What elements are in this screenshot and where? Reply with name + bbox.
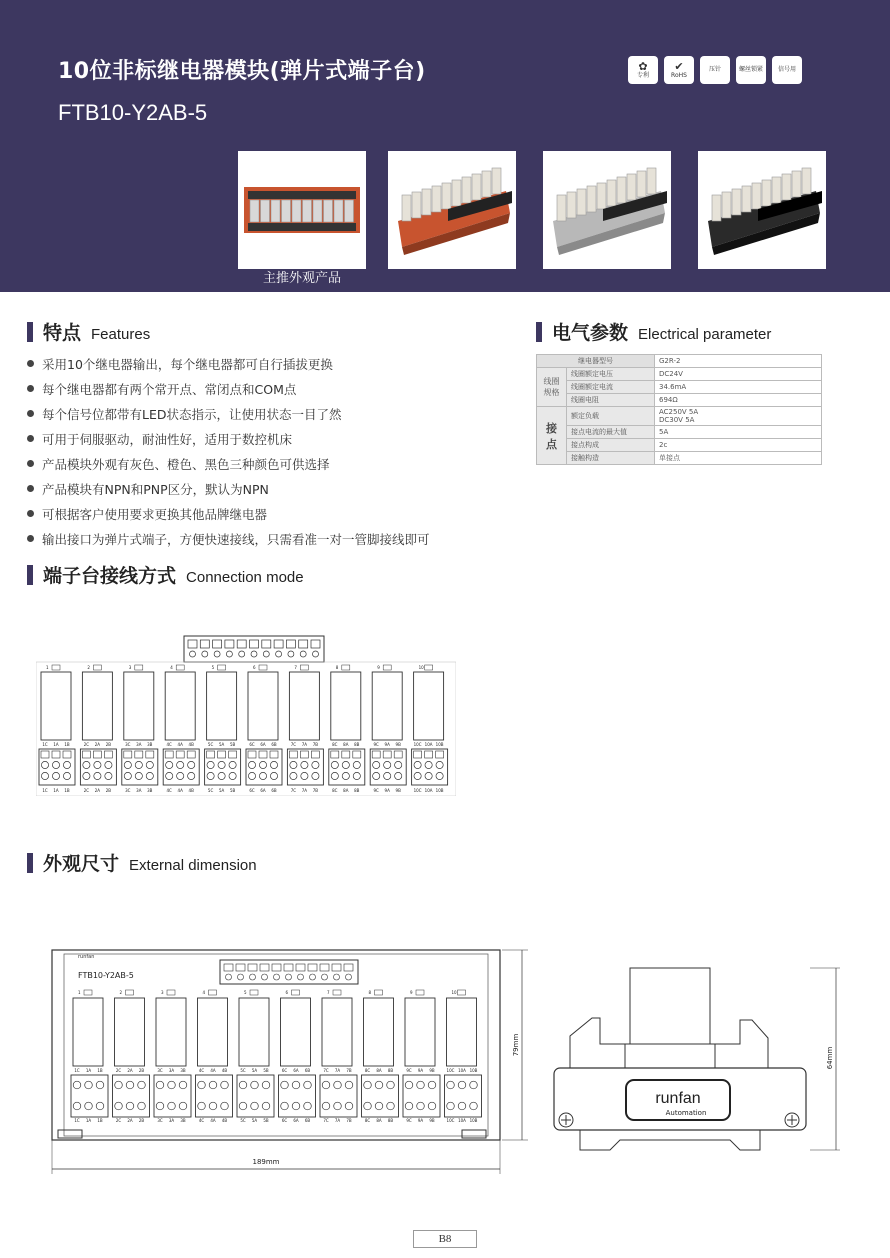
terminal-label: 10C [413, 788, 422, 793]
terminal-label: 9A [384, 742, 390, 747]
terminal-label: 2B [105, 742, 112, 747]
page-number: B8 [413, 1230, 477, 1248]
relay-body [331, 672, 361, 740]
terminal-label: 7A [334, 1118, 341, 1123]
relay-channel [246, 665, 282, 793]
terminal-label: 3C [125, 742, 131, 747]
rohs-icon: ✔ [674, 59, 684, 73]
terminal-label: 8C [364, 1068, 371, 1073]
brand-mark: runfan [78, 954, 95, 960]
heading-bar [536, 322, 542, 342]
led-icon [93, 665, 101, 670]
terminal-label: 1C [74, 1068, 80, 1073]
terminal-label: 6A [293, 1068, 299, 1073]
relay-row [73, 990, 477, 1066]
terminal-label: 3A [136, 788, 142, 793]
list-item: 每个继电器都有两个常开点、常闭点和COM点 [27, 376, 430, 401]
bullet-icon [27, 460, 34, 467]
relay-channel [370, 665, 406, 793]
led-icon [52, 665, 60, 670]
terminal-label: 10B [435, 788, 444, 793]
table-row: 继电器型号 G2R-2 [537, 355, 822, 368]
input-terminal-block [184, 636, 324, 662]
terminal-label: 5B [263, 1118, 269, 1123]
channel-number: 4 [202, 990, 206, 995]
terminal-label: 6B [304, 1118, 311, 1123]
table-row: 接点构成 2c [537, 439, 822, 452]
relay-channel [287, 665, 323, 793]
terminal-label: 8C [332, 788, 338, 793]
relay-body [289, 672, 319, 740]
relay-body [239, 998, 269, 1066]
terminal-label: 3C [157, 1068, 163, 1073]
terminal-label: 9B [395, 742, 401, 747]
terminal-label: 5C [240, 1118, 246, 1123]
led-icon [416, 990, 424, 995]
terminal-label: 10B [435, 742, 444, 747]
terminal-label: 4C [198, 1068, 205, 1073]
terminal-label: 2C [83, 788, 90, 793]
led-icon [259, 665, 267, 670]
top-terminal [220, 960, 358, 984]
product-photo-orange [388, 151, 516, 269]
photo-caption: 主推外观产品 [262, 271, 341, 286]
terminal-label: 6C [249, 788, 255, 793]
led-icon [209, 990, 217, 995]
relay-body [124, 672, 154, 740]
relay-body [115, 998, 145, 1066]
table-row: 接点 额定负载 AC250V 5A DC30V 5A [537, 407, 822, 426]
terminal-label: 7B [346, 1118, 352, 1123]
terminal-label: 2B [138, 1068, 145, 1073]
channel-number: 6 [285, 990, 289, 995]
terminal-label: 3C [157, 1118, 163, 1123]
channel-number: 8 [368, 990, 372, 995]
terminal-label: 2B [138, 1118, 145, 1123]
relay-channel [163, 665, 199, 793]
led-icon [383, 665, 391, 670]
screw-badge [736, 56, 766, 84]
channel-number: 1 [46, 665, 49, 670]
terminal-label: 2B [105, 788, 112, 793]
terminal-label: 9C [373, 742, 379, 747]
heading-bar [27, 565, 33, 585]
terminal-label: 4B [188, 742, 194, 747]
led-icon [218, 665, 226, 670]
led-icon [425, 665, 433, 670]
table-row: 线圈电阻 694Ω [537, 394, 822, 407]
connection-diagram [36, 634, 456, 796]
relay-channel [205, 665, 241, 793]
relay-body [364, 998, 394, 1066]
terminal-label: 6C [281, 1118, 288, 1123]
channel-number: 9 [410, 990, 413, 995]
terminal-label: 4B [221, 1118, 228, 1123]
screw-icon: 螺丝锁紧 [738, 65, 763, 73]
relay-channel [122, 665, 158, 793]
led-icon [176, 665, 184, 670]
patent-icon: ✿ [638, 59, 648, 73]
terminal-label: 4C [166, 742, 172, 747]
terminal-label: 3B [180, 1118, 186, 1123]
terminal-label: 8A [343, 788, 349, 793]
terminal-label: 9B [429, 1068, 435, 1073]
channel-number: 3 [128, 665, 132, 670]
terminal-label: 2A [127, 1068, 133, 1073]
terminal-label: 9C [406, 1068, 412, 1073]
connection-heading: 端子台接线方式 Connection mode [27, 561, 304, 588]
dimension-drawing [40, 940, 840, 1180]
terminal-label: 2A [94, 742, 101, 747]
relay-channel [39, 665, 75, 793]
relay-channel [80, 665, 116, 793]
terminal-label: 5B [263, 1068, 269, 1073]
led-icon [333, 990, 341, 995]
terminal-label: 5A [218, 788, 225, 793]
list-item: 可根据客户使用要求更换其他品牌继电器 [27, 501, 430, 526]
relay-body [41, 672, 71, 740]
terminal-label: 3B [147, 742, 153, 747]
terminal-label: 5A [251, 1118, 258, 1123]
bullet-icon [27, 535, 34, 542]
terminal-label: 8A [376, 1118, 382, 1123]
led-icon [126, 990, 134, 995]
list-item: 采用10个继电器输出，每个继电器都可自行插拔更换 [27, 351, 430, 376]
page-title: 10位非标继电器模块(弹片式端子台) [58, 59, 426, 84]
list-item: 可用于伺服驱动，耐油性好，适用于数控机床 [27, 426, 430, 451]
side-view [554, 968, 840, 1150]
terminal-label: 6B [271, 742, 277, 747]
terminal-label: 9A [417, 1118, 424, 1123]
terminal-label: 1B [64, 788, 70, 793]
terminal-label: 10A [424, 788, 433, 793]
channel-number: 3 [161, 990, 164, 995]
terminal-row [71, 1068, 482, 1123]
terminal-label: 4B [221, 1068, 228, 1073]
terminal-label: 10A [458, 1068, 466, 1073]
terminal-label: 5C [207, 742, 214, 747]
terminal-label: 3A [168, 1068, 175, 1073]
channel-number: 5 [211, 665, 215, 670]
relay-body [372, 672, 402, 740]
terminal-label: 8B [354, 788, 360, 793]
terminal-label: 4A [177, 788, 183, 793]
bullet-icon [27, 410, 34, 417]
bullet-icon [27, 385, 34, 392]
terminal-label: 10C [446, 1118, 455, 1123]
heading-bar [27, 322, 33, 342]
terminal-label: 5B [229, 788, 236, 793]
channel-number: 2 [87, 665, 90, 670]
channel-number: 10 [451, 990, 457, 995]
relay-body [414, 672, 444, 740]
features-list [27, 351, 430, 551]
channel-number: 5 [244, 990, 247, 995]
list-item: 每个信号位都带有LED状态指示，让使用状态一目了然 [27, 401, 430, 426]
product-photo-grey [543, 151, 671, 269]
terminal-label: 7A [301, 788, 308, 793]
terminal-label: 5A [218, 742, 225, 747]
height-dimension: 79mm [512, 1033, 520, 1057]
terminal-label: 8B [387, 1068, 394, 1073]
terminal-label: 6C [249, 742, 255, 747]
terminal-label: 9C [373, 788, 379, 793]
terminal-label: 8C [332, 742, 338, 747]
led-icon [342, 665, 350, 670]
led-icon [167, 990, 175, 995]
terminal-label: 7B [312, 742, 319, 747]
led-icon [375, 990, 383, 995]
terminal-label: 10B [469, 1118, 478, 1123]
dimension-heading: 外观尺寸 External dimension [27, 849, 257, 876]
led-icon [250, 990, 258, 995]
terminal-label: 5C [207, 788, 214, 793]
table-row: 接触构造 单接点 [537, 452, 822, 465]
terminal-label: 10B [469, 1068, 478, 1073]
terminal-label: 1A [53, 788, 59, 793]
relay-body [82, 672, 112, 740]
terminal-label: 5A [251, 1068, 258, 1073]
terminal-label: 4B [188, 788, 194, 793]
terminal-label: 9B [429, 1118, 435, 1123]
channel-number: 7 [294, 665, 297, 670]
bullet-icon [27, 360, 34, 367]
terminal-label: 1B [64, 742, 70, 747]
led-icon [458, 990, 466, 995]
terminal-label: 2C [83, 742, 90, 747]
terminal-label: 2A [94, 788, 101, 793]
patent-badge: ✿ 专利 [628, 56, 658, 84]
header-band [0, 0, 890, 292]
led-icon [135, 665, 143, 670]
relay-body [322, 998, 352, 1066]
bullet-icon [27, 510, 34, 517]
terminal-label: 5C [240, 1068, 246, 1073]
width-dimension: 189mm [252, 1158, 280, 1166]
terminal-label: 6A [293, 1118, 299, 1123]
terminal-label: 3B [147, 788, 153, 793]
terminal-label: 6B [304, 1068, 311, 1073]
terminal-label: 1C [42, 742, 48, 747]
led-icon [292, 990, 300, 995]
brand-logo-sub: Automation [665, 1109, 707, 1117]
terminal-label: 8C [364, 1118, 371, 1123]
terminal-label: 8B [387, 1118, 394, 1123]
terminal-label: 10A [424, 742, 433, 747]
certification-badges [628, 56, 802, 84]
channel-number: 4 [170, 665, 173, 670]
relay-body [156, 998, 186, 1066]
table-row: 线圈额定电流 34.6mA [537, 381, 822, 394]
relay-body [198, 998, 228, 1066]
terminal-label: 1A [85, 1118, 92, 1123]
front-model: FTB10-Y2AB-5 [78, 971, 134, 980]
channel-number: 7 [327, 990, 330, 995]
relay-body [447, 998, 477, 1066]
pin-badge [700, 56, 730, 84]
terminal-label: 4A [177, 742, 183, 747]
terminal-label: 1B [97, 1068, 103, 1073]
terminal-label: 6A [260, 742, 266, 747]
signal-badge [772, 56, 802, 84]
bullet-icon [27, 485, 34, 492]
terminal-label: 3B [180, 1068, 186, 1073]
table-row: 接点电流的最大值 5A [537, 426, 822, 439]
terminal-label: 8B [354, 742, 360, 747]
bullet-icon [27, 435, 34, 442]
terminal-label: 1C [74, 1118, 80, 1123]
terminal-label: 7C [323, 1068, 329, 1073]
terminal-label: 7C [290, 788, 297, 793]
terminal-label: 7C [323, 1118, 329, 1123]
signal-icon: 信号用 [777, 65, 796, 73]
terminal-label: 1A [53, 742, 59, 747]
table-row: 线圈规格 线圈额定电压 DC24V [537, 368, 822, 381]
terminal-label: 4C [166, 788, 172, 793]
relay-body [405, 998, 435, 1066]
channel-number: 2 [119, 990, 123, 995]
terminal-label: 6C [281, 1068, 288, 1073]
terminal-label: 3C [125, 788, 131, 793]
relay-channel [412, 665, 448, 793]
terminal-label: 4C [198, 1118, 205, 1123]
terminal-label: 9B [395, 788, 401, 793]
terminal-label: 5B [229, 742, 236, 747]
terminal-label: 1C [42, 788, 48, 793]
terminal-label: 10C [413, 742, 422, 747]
terminal-label: 6B [271, 788, 277, 793]
list-item: 产品模块外观有灰色、橙色、黑色三种颜色可供选择 [27, 451, 430, 476]
product-photo-top [238, 151, 366, 269]
rohs-badge: ✔ RoHS [664, 56, 694, 84]
terminal-label: 6A [260, 788, 266, 793]
terminal-label: 4A [210, 1118, 216, 1123]
terminal-label: 7A [301, 742, 308, 747]
channel-number: 9 [377, 665, 380, 670]
terminal-label: 3A [136, 742, 142, 747]
terminal-label: 2C [115, 1118, 122, 1123]
relay-channel [329, 665, 365, 793]
product-photo-black [698, 151, 826, 269]
terminal-label: 1B [97, 1118, 103, 1123]
brand-logo: runfan [655, 1090, 701, 1107]
features-heading: 特点 Features [27, 318, 150, 345]
pin-icon: 压针 [708, 65, 721, 73]
terminal-label: 1A [85, 1068, 92, 1073]
list-item: 产品模块有NPN和PNP区分，默认为NPN [27, 476, 430, 501]
terminal-label: 2C [115, 1068, 122, 1073]
relay-body [248, 672, 278, 740]
terminal-label: 4A [210, 1068, 216, 1073]
terminal-label: 7B [346, 1068, 352, 1073]
terminal-label: 3A [168, 1118, 175, 1123]
terminal-label: 9C [406, 1118, 412, 1123]
channel-number: 8 [335, 665, 339, 670]
terminal-label: 8A [376, 1068, 382, 1073]
channel-number: 1 [78, 990, 81, 995]
channel-number: 10 [418, 665, 424, 670]
model-number: FTB10-Y2AB-5 [58, 100, 208, 125]
terminal-label: 2A [127, 1118, 133, 1123]
led-icon [84, 990, 92, 995]
parameter-table [536, 354, 822, 465]
terminal-label: 9A [417, 1068, 424, 1073]
terminal-label: 7C [290, 742, 297, 747]
electrical-heading: 电气参数 Electrical parameter [536, 318, 771, 345]
terminal-label: 8A [343, 742, 349, 747]
channel-number: 6 [253, 665, 256, 670]
list-item: 输出接口为弹片式端子，方便快速接线，只需看准一对一管脚接线即可 [27, 526, 430, 551]
relay-body [73, 998, 103, 1066]
side-height-dimension: 64mm [826, 1046, 834, 1070]
led-icon [300, 665, 308, 670]
terminal-label: 10C [446, 1068, 455, 1073]
relay-body [165, 672, 195, 740]
terminal-label: 7B [312, 788, 319, 793]
terminal-label: 9A [384, 788, 390, 793]
heading-bar [27, 853, 33, 873]
relay-body [207, 672, 237, 740]
relay-body [281, 998, 311, 1066]
terminal-label: 7A [334, 1068, 341, 1073]
terminal-label: 10A [458, 1118, 466, 1123]
